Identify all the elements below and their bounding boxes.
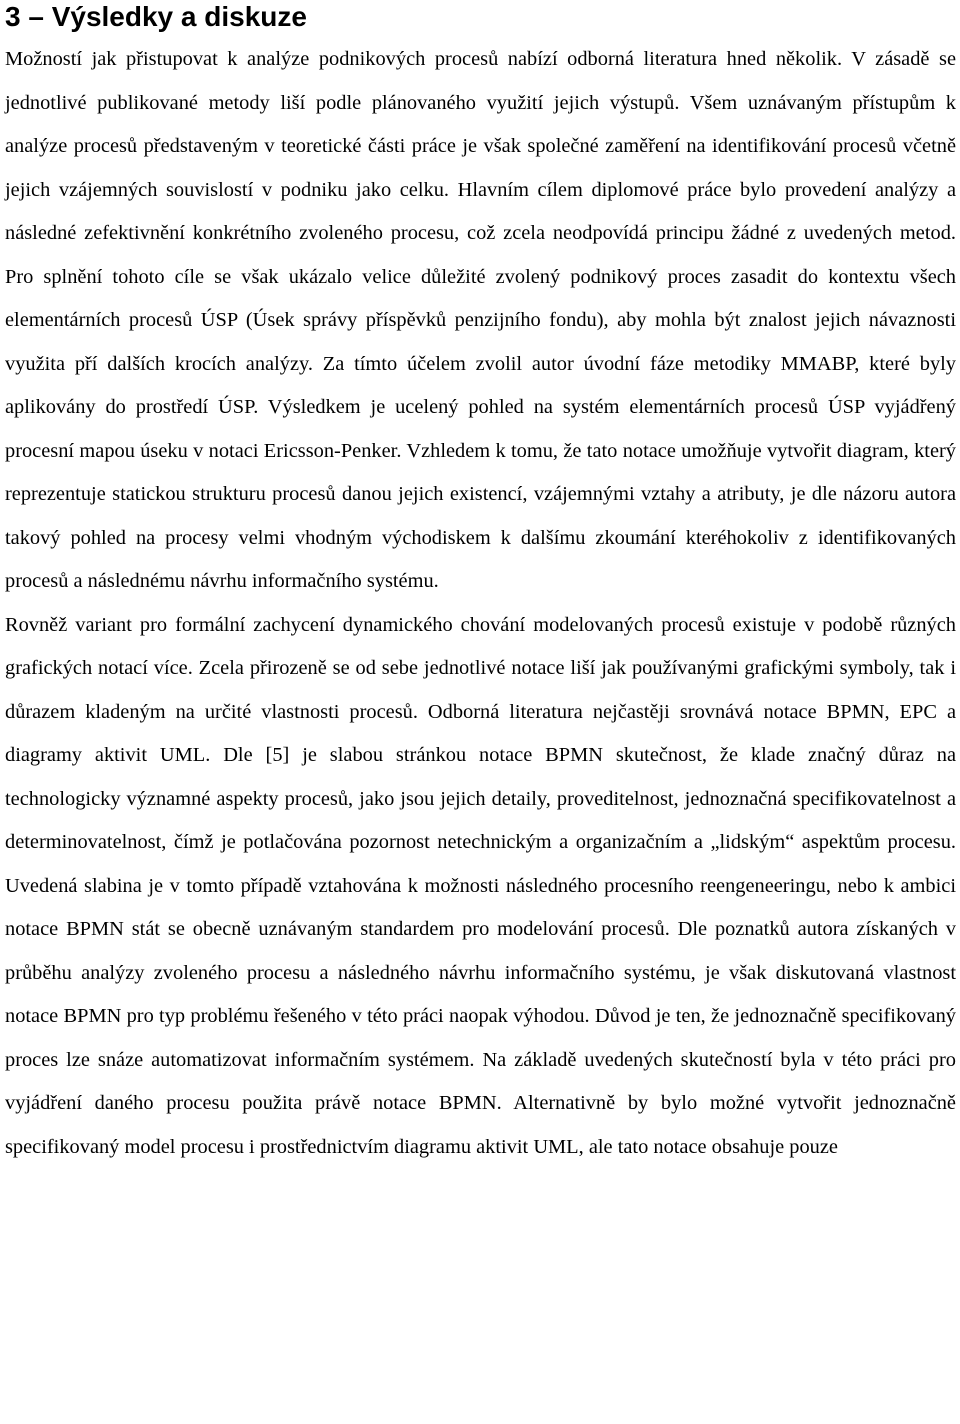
paragraph-notation-comparison: Rovněž variant pro formální zachycení dynamického chování modelovaných procesů existuje v podobě různých grafických notací více. Zcela přirozeně se od sebe jednotlivé notace liší jak používanými grafickými symboly, tak i důrazem kladeným na určité vlastnosti procesů. Odborná literatura nejčastěji srovnává notace BPMN, EPC a diagramy aktivit UML. Dle [5] je slabou stránkou notace BPMN skutečnost, že klade značný důraz na technologicky významné aspekty procesů, jako jsou jejich detaily, proveditelnost, jednoznačná specifikovatelnost a determinovatelnost, čímž je potlačována pozornost netechnickým a organizačním a „lidským“ aspektům procesu. Uvedená slabina je v tomto případě vztahována k možnosti následného procesního reengeneeringu, nebo k ambici notace BPMN stát se obecně uznávaným standardem pro modelování procesů. Dle poznatků autora získaných v průběhu analýzy zvoleného procesu a následného návrhu informačního systému, je však diskutovaná vlastnost notace BPMN pro typ problému řešeného v této práci naopak výhodou. Důvod je ten, že jednoznačně specifikovaný proces lze snáze automatizovat informačním systémem. Na základě uvedených skutečností byla v této práci pro vyjádření daného procesu použita právě notace BPMN. Alternativně by bylo možné vytvořit jednoznačně specifikovaný model procesu i prostřednictvím diagramu aktivit UML, ale tato notace obsahuje pouze [5, 613, 956, 1158]
paragraph-analysis-approaches: Možností jak přistupovat k analýze podnikových procesů nabízí odborná literatura hned několik. V zásadě se jednotlivé publikované metody liší podle plánovaného využití jejich výstupů. Všem uznávaným přístupům k analýze procesů představeným v teoretické části práce je však společné zaměření na identifikování procesů včetně jejich vzájemných souvislostí v podniku jako celku. Hlavním cílem diplomové práce bylo provedení analýzy a následné zefektivnění konkrétního zvoleného procesu, což zcela neodpovídá principu žádné z uvedených metod. Pro splnění tohoto cíle se však ukázalo velice důležité zvolený podnikový proces zasadit do kontextu všech elementárních procesů ÚSP (Úsek správy příspěvků penzijního fondu), aby mohla být znalost jejich návaznosti využita pří dalších krocích analýzy. Za tímto účelem zvolil autor úvodní fáze metodiky MMABP, které byly aplikovány do prostředí ÚSP. Výsledkem je ucelený pohled na systém elementárních procesů ÚSP vyjádřený procesní mapou úseku v notaci Ericsson-Penker. Vzhledem k tomu, že tato notace umožňuje vytvořit diagram, který reprezentuje statickou strukturu procesů danou jejich existencí, vzájemnými vztahy a atributy, je dle názoru autora takový pohled na procesy velmi vhodným východiskem k dalšímu zkoumání kteréhokoliv z identifikovaných procesů a následnému návrhu informačního systému. [5, 48, 956, 592]
document-page [5, 0, 956, 1169]
section-heading: 3 – Výsledky a diskuze [5, 1, 307, 32]
